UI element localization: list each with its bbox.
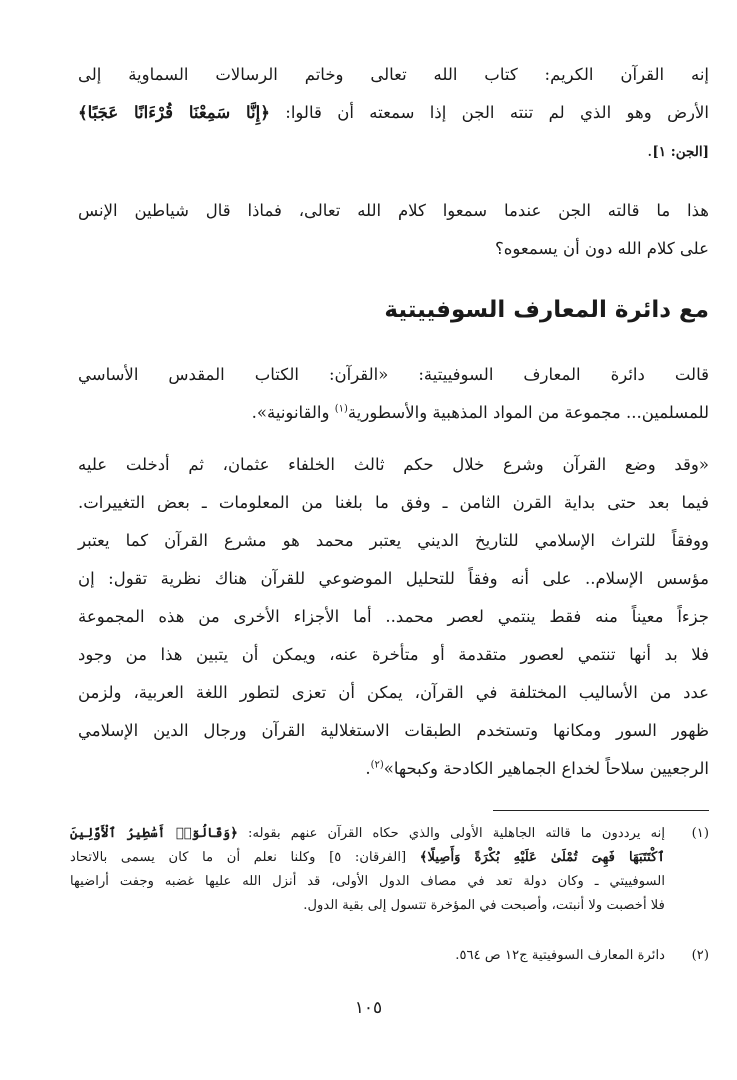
- text-segment: والقانونية».: [251, 403, 335, 422]
- footnote-body: [70, 944, 665, 968]
- text-line: دائرة المعارف السوفيتية ج١٢ ص ٥٦٤.: [455, 948, 665, 963]
- text-line: على كلام الله دون أن يسمعوه؟: [495, 239, 709, 258]
- text-line: [78, 750, 709, 788]
- text-line: ظهور السور ومكانها وتستخدم الطبقات الاستغلالية القرآن ورجال الدين الإسلامي: [78, 721, 709, 740]
- text-segment: الرجعيين سلاحاً لخداع الجماهير الكادحة وكبحها»: [383, 759, 709, 778]
- text-line: فيما بعد حتى بداية القرن الثامن ـ وفق ما بلغنا من المعلومات ـ بعض التغييرات.: [78, 493, 709, 512]
- text-line: ووفقاً للتراث الإسلامي للتاريخ الديني يعتبر محمد هو مشرع القرآن كما يعتبر: [78, 531, 709, 550]
- text-line: [78, 94, 709, 132]
- text-line: إنه القرآن الكريم: كتاب الله تعالى وخاتم الرسالات السماوية إلى: [78, 65, 709, 84]
- text-segment: الأرض وهو الذي لم تنته الجن إذا سمعته أن قالوا:: [285, 103, 709, 122]
- punctuation: .: [365, 759, 371, 778]
- paragraph-encyclopedia-quote: [78, 356, 709, 432]
- text-line: [70, 846, 665, 870]
- text-line: عدد من الأساليب المختلفة في القرآن، يمكن أن تعزى لتطور اللغة العربية، ولزمن: [78, 683, 709, 702]
- paragraph-quran-intro: [78, 56, 709, 171]
- footnote-body: [70, 822, 665, 918]
- text-line: «وقد وضع القرآن وشرع خلال حكم ثالث الخلفاء عثمان، ثم أدخلت عليه: [78, 455, 709, 474]
- section-heading: مع دائرة المعارف السوفييتية: [384, 297, 709, 323]
- text-line: فلا بد أنها تنتمي لعصور متقدمة أو متأخرة عنه، ويمكن أن يتبين هذا من وجود: [78, 645, 709, 664]
- footnote-2: [70, 944, 709, 968]
- quran-verse: ﴿وَقَالُوٓا۟ أَسَٰطِيرُ ٱلْأَوَّلِينَ: [70, 826, 239, 841]
- text-line: مؤسس الإسلام.. على أنه وفقاً للتحليل الموضوعي للقرآن هناك نظرية تقول: إن: [78, 569, 709, 588]
- footnote-divider: [493, 810, 709, 811]
- text-segment: إنه يرددون ما قالته الجاهلية الأولى والذي حكاه القرآن عنهم بقوله:: [248, 826, 665, 841]
- text-segment: [الفرقان: ٥] وكلنا نعلم أن ما كان يسمى بالاتحاد: [70, 850, 407, 865]
- punctuation: .: [647, 141, 653, 160]
- footnote-marker: (١): [334, 403, 348, 415]
- text-line: قالت دائرة المعارف السوفييتية: «القرآن: الكتاب المقدس الأساسي: [78, 365, 709, 384]
- paragraph-question: [78, 192, 709, 268]
- footnote-number: (٢): [691, 948, 709, 963]
- text-line: السوفييتي ـ وكان دولة تعد في مصاف الدول الأولى، قد أنزل الله عليها غضبه وجفت أراضيها: [70, 874, 665, 889]
- text-line: [78, 394, 709, 432]
- text-line: جزءاً معيناً منه فقط ينتمي لعصر محمد.. أما الأجزاء الأخرى من هذه المجموعة: [78, 607, 709, 626]
- footnote-marker: (٢): [370, 759, 384, 771]
- text-line: فلا أخصبت ولا أنبتت، وأصبحت في المؤخرة تتسول إلى بقية الدول.: [303, 898, 665, 913]
- page-number: ١٠٥: [354, 998, 383, 1018]
- text-segment: للمسلمين... مجموعة من المواد المذهبية والأسطورية: [347, 403, 709, 422]
- quran-verse: ﴿إِنَّا سَمِعْنَا قُرْءَانًا عَجَبًا﴾: [78, 103, 270, 122]
- verse-reference: [الجن: ١]: [652, 144, 709, 160]
- footnote-1: [70, 822, 709, 918]
- paragraph-long-quote: [78, 446, 709, 788]
- text-line: [70, 822, 665, 846]
- quran-verse: ٱكْتَتَبَهَا فَهِىَ تُمْلَىٰ عَلَيْهِ بُكْرَةً وَأَصِيلًا﴾: [419, 850, 665, 865]
- text-line: هذا ما قالته الجن عندما سمعوا كلام الله تعالى، فماذا قال شياطين الإنس: [78, 201, 709, 220]
- footnote-number: (١): [691, 826, 709, 841]
- text-line: [78, 132, 709, 171]
